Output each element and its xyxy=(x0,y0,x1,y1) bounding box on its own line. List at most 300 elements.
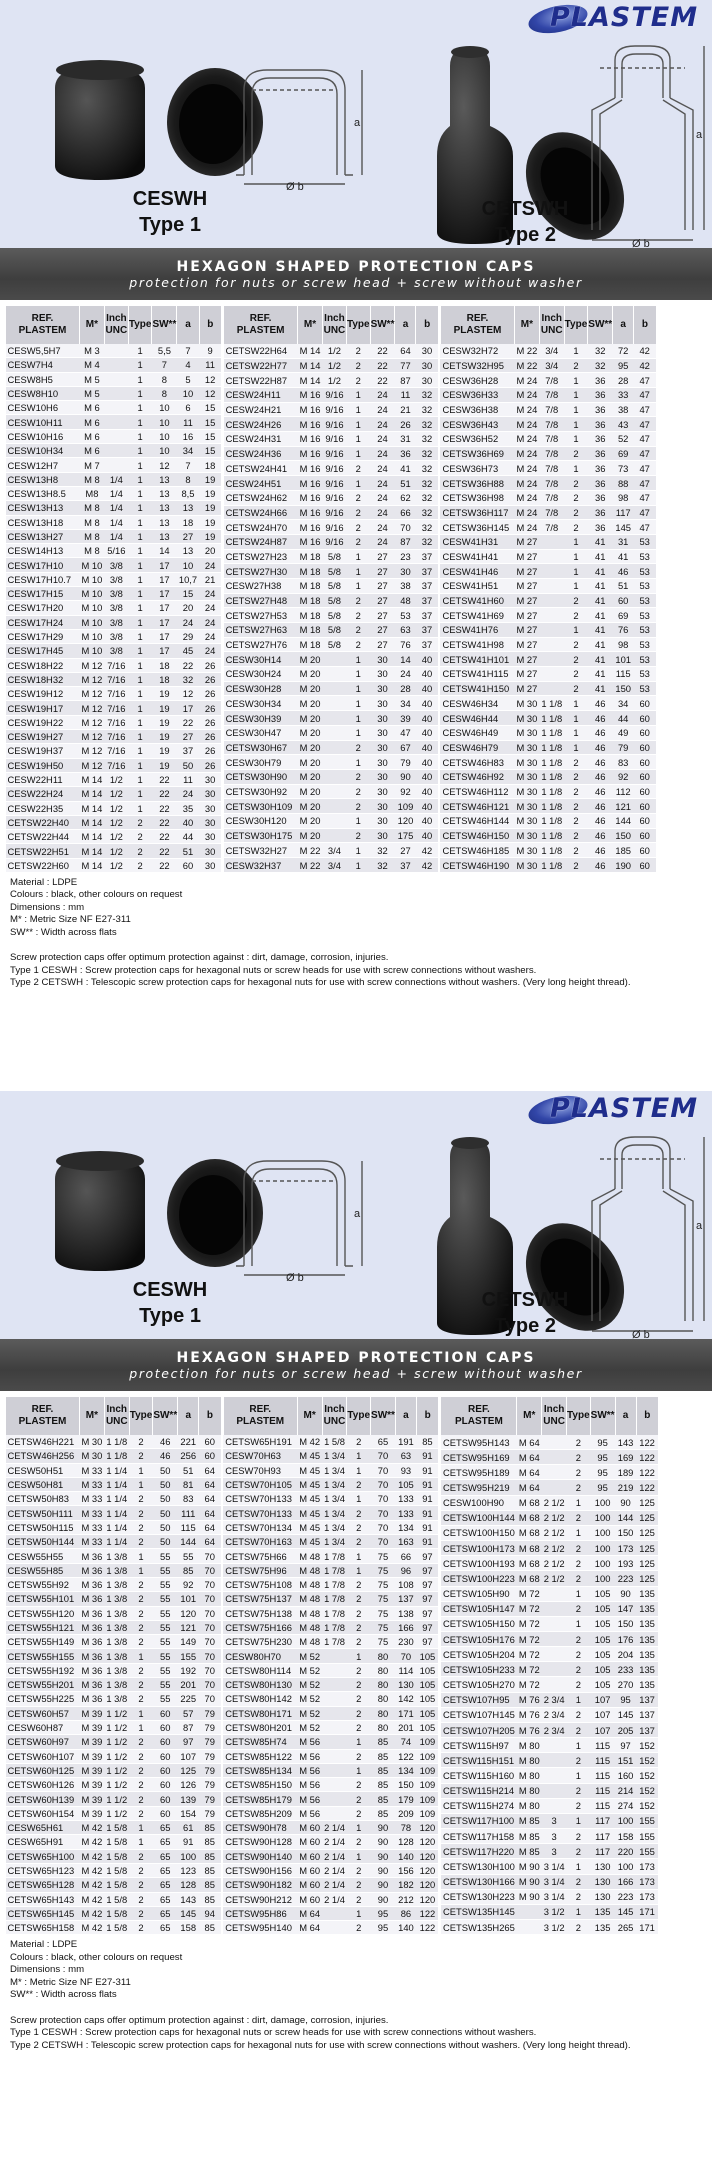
table-cell: M 56 xyxy=(299,1793,321,1805)
table-cell: 32 xyxy=(416,388,438,403)
table-cell: CETSW22H64 xyxy=(224,344,298,358)
table-cell: 60 xyxy=(634,725,656,740)
table-cell: 137 xyxy=(636,1722,658,1737)
table-cell: M 68 xyxy=(517,1495,542,1510)
table-cell: CESW41H31 xyxy=(440,534,514,549)
table-cell: M 60 xyxy=(299,1893,321,1905)
table-cell: 150 xyxy=(615,1616,636,1631)
table-cell: M 76 xyxy=(517,1722,542,1737)
table-cell: 1 xyxy=(564,564,588,579)
table-cell: 87 xyxy=(178,1720,199,1734)
table-cell: 107 xyxy=(590,1707,615,1722)
table-cell: 223 xyxy=(615,1571,636,1586)
table-cell: 109 xyxy=(416,1763,438,1777)
table-cell: M 24 xyxy=(516,418,538,430)
table-cell: 73 xyxy=(613,461,634,476)
column-header: M* xyxy=(514,306,539,344)
table-cell: 55 xyxy=(153,1649,178,1663)
table-cell: 30 xyxy=(199,815,221,829)
table-cell: CESW36H73 xyxy=(440,461,514,476)
table-cell: 2 1/2 xyxy=(542,1525,567,1540)
table-row xyxy=(224,843,438,858)
table-cell: 2 xyxy=(347,1663,371,1677)
column-header: b xyxy=(636,1397,658,1435)
table-cell: 9/16 xyxy=(322,520,346,535)
table-cell: 2 xyxy=(567,1601,591,1616)
table-row xyxy=(6,1692,221,1706)
column-header: b xyxy=(634,306,656,344)
table-cell: M 10 xyxy=(81,631,103,643)
table-row xyxy=(223,1792,438,1806)
table-row xyxy=(441,1465,658,1480)
table-cell: 1 xyxy=(567,1859,591,1874)
table-cell: 2 xyxy=(346,784,370,799)
table-cell: 1 xyxy=(128,386,152,400)
table-cell: 70 xyxy=(371,1492,396,1506)
table-cell: 60 xyxy=(153,1720,178,1734)
table-cell: CETSW65H128 xyxy=(6,1878,80,1892)
table-cell: CETSW100H144 xyxy=(441,1510,517,1525)
table-cell: 40 xyxy=(416,725,438,740)
table-cell: 85 xyxy=(199,1878,221,1892)
table-cell: CESW12H7 xyxy=(6,458,80,472)
table-cell: 2 1/4 xyxy=(324,1893,345,1905)
table-cell: 115 xyxy=(590,1783,615,1798)
table-cell: CETSW60H57 xyxy=(6,1706,80,1720)
table-cell: M 20 xyxy=(299,653,321,665)
table-cell: 30 xyxy=(199,772,221,786)
table-cell: 47 xyxy=(634,417,656,432)
table-cell: 2 xyxy=(347,1863,371,1877)
table-cell: 24 xyxy=(370,461,395,476)
table-cell xyxy=(517,1919,542,1934)
table-row xyxy=(6,1577,221,1591)
table-cell: CESW22H35 xyxy=(6,801,80,815)
table-cell xyxy=(322,1706,347,1720)
table-cell: 2 1/4 xyxy=(324,1836,345,1848)
table-cell: M 10 xyxy=(81,616,103,628)
table-cell: 46 xyxy=(588,725,613,740)
table-cell: 65 xyxy=(153,1892,178,1906)
table-cell: 191 xyxy=(395,1435,416,1449)
table-cell: M 12 xyxy=(81,673,103,685)
table-cell: M 36 xyxy=(81,1564,103,1576)
table-cell: 209 xyxy=(395,1806,416,1820)
table-cell: 97 xyxy=(416,1606,438,1620)
table-cell: 64 xyxy=(395,344,416,358)
table-cell: 60 xyxy=(634,696,656,711)
table-cell: 62 xyxy=(395,490,416,505)
table-cell xyxy=(322,1806,347,1820)
table-cell: 19 xyxy=(152,687,177,701)
table-cell: 40 xyxy=(416,652,438,667)
table-cell: 85 xyxy=(371,1749,396,1763)
table-cell: 60 xyxy=(177,858,199,872)
table-cell: 155 xyxy=(636,1844,658,1859)
table-cell: CETSW22H51 xyxy=(6,844,80,858)
table-cell: 1 3/8 xyxy=(106,1579,128,1591)
notes xyxy=(0,1935,712,2052)
table-cell: M 16 xyxy=(299,433,321,445)
table-cell: 15 xyxy=(199,401,221,415)
table-cell: 77 xyxy=(395,358,416,373)
table-cell: 3 1/4 xyxy=(542,1859,567,1874)
table-cell: 1 xyxy=(567,1525,591,1540)
table-cell: M 80 xyxy=(517,1768,542,1783)
table-cell: 2 xyxy=(129,1806,153,1820)
table-cell: 46 xyxy=(588,696,613,711)
table-row xyxy=(6,1549,221,1563)
table-row xyxy=(224,696,438,711)
table-cell: CESW41H51 xyxy=(440,578,514,593)
table-cell: 10 xyxy=(152,401,177,415)
table-cell: 1 5/8 xyxy=(106,1893,128,1905)
table-cell: 51 xyxy=(178,1463,199,1477)
table-cell: M 20 xyxy=(299,830,321,842)
table-cell: 158 xyxy=(178,1921,199,1935)
table-cell: 60 xyxy=(634,711,656,726)
table-cell: 130 xyxy=(590,1859,615,1874)
table-cell: M 22 xyxy=(299,859,321,871)
table-cell: CETSW107H145 xyxy=(441,1707,517,1722)
table-cell: 2 xyxy=(564,828,588,843)
table-row xyxy=(223,1706,438,1720)
table-cell xyxy=(104,444,128,458)
table-cell: M 45 xyxy=(299,1536,321,1548)
table-cell: M 45 xyxy=(299,1450,321,1462)
table-cell: 151 xyxy=(615,1753,636,1768)
table-cell: M 45 xyxy=(299,1493,321,1505)
table-cell: 179 xyxy=(395,1792,416,1806)
table-cell: 18 xyxy=(152,658,177,672)
table-cell: 1 1/4 xyxy=(106,1521,128,1533)
table-cell: M 30 xyxy=(81,1436,103,1448)
table-cell: 2 xyxy=(347,1506,371,1520)
table-cell: 109 xyxy=(416,1792,438,1806)
table-cell: 1 xyxy=(346,813,370,828)
table-cell: M 14 xyxy=(81,831,103,843)
table-cell: 36 xyxy=(588,446,613,461)
table-cell: CESW13H8 xyxy=(6,472,80,486)
table-cell: 70 xyxy=(199,1620,221,1634)
table-cell: 105 xyxy=(416,1720,438,1734)
table-cell: 87 xyxy=(395,534,416,549)
table-cell: 105 xyxy=(416,1649,438,1663)
table-row xyxy=(441,1450,658,1465)
table-cell: M 64 xyxy=(517,1465,542,1480)
table-cell: 37 xyxy=(416,623,438,638)
table-cell: CETSW41H101 xyxy=(440,652,514,667)
table-cell: CESW30H79 xyxy=(224,755,298,770)
table-cell: 7/16 xyxy=(104,730,128,744)
table-cell: 80 xyxy=(371,1649,396,1663)
table-cell: CETSW22H60 xyxy=(6,858,80,872)
table-row xyxy=(6,787,222,801)
table-cell: M 18 xyxy=(299,550,321,562)
table-cell xyxy=(542,1450,567,1465)
table-cell: 9/16 xyxy=(322,402,346,417)
table-cell: M 20 xyxy=(299,815,321,827)
table-cell: 140 xyxy=(395,1849,416,1863)
table-cell: M 68 xyxy=(517,1556,542,1571)
table-row xyxy=(6,529,222,543)
table-row xyxy=(6,1835,221,1849)
table-cell: 122 xyxy=(636,1480,658,1495)
table-cell: CETSW46H256 xyxy=(6,1449,80,1463)
table-cell: 90 xyxy=(615,1586,636,1601)
table-cell: CETSW80H114 xyxy=(223,1663,297,1677)
table-cell: 70 xyxy=(371,1520,396,1534)
table-cell: M 12 xyxy=(81,688,103,700)
table-cell: CETSW75H166 xyxy=(223,1620,297,1634)
table-cell: CESW70H93 xyxy=(223,1463,297,1477)
table-cell: 185 xyxy=(613,843,634,858)
table-cell: CETSW135H265 xyxy=(441,1919,517,1934)
table-row xyxy=(440,432,655,447)
table-cell: 30 xyxy=(199,858,221,872)
table-cell: 123 xyxy=(178,1863,199,1877)
table-cell: CETSW85H74 xyxy=(223,1735,297,1749)
table-cell: 1/4 xyxy=(104,472,128,486)
table-cell: CESW17H20 xyxy=(6,601,80,615)
table-cell xyxy=(104,358,128,372)
column-header: Inch UNC xyxy=(539,306,564,344)
table-cell: 97 xyxy=(178,1735,199,1749)
table-cell: 16 xyxy=(177,429,199,443)
table-cell: 1 1/2 xyxy=(106,1807,128,1819)
table-cell: 40 xyxy=(416,769,438,784)
table-cell: M 22 xyxy=(516,345,538,357)
table-cell: 22 xyxy=(152,772,177,786)
table-row xyxy=(224,623,438,638)
table-cell: 135 xyxy=(590,1904,615,1919)
table-row xyxy=(224,711,438,726)
table-cell: 90 xyxy=(615,1495,636,1510)
table-cell: 32 xyxy=(416,534,438,549)
table-cell: M 22 xyxy=(299,844,321,856)
table-row xyxy=(223,1835,438,1849)
table-cell: 38 xyxy=(613,402,634,417)
table-cell: 70 xyxy=(199,1549,221,1563)
table-cell: 53 xyxy=(634,564,656,579)
table-cell: 70 xyxy=(371,1463,396,1477)
tables-area xyxy=(0,300,712,873)
table-cell: 2 xyxy=(129,1692,153,1706)
table-cell: 135 xyxy=(636,1677,658,1692)
table-row xyxy=(223,1577,438,1591)
table-cell: CETSW55H92 xyxy=(6,1577,80,1591)
table-cell: CETSW95H86 xyxy=(223,1906,297,1920)
table-cell: 64 xyxy=(199,1463,221,1477)
table-cell: 38 xyxy=(395,578,416,593)
table-cell: 64 xyxy=(199,1520,221,1534)
table-cell: 85 xyxy=(416,1435,438,1449)
table-cell: 2 xyxy=(564,520,588,535)
table-cell: M 42 xyxy=(299,1436,321,1448)
table-cell: 95 xyxy=(590,1450,615,1465)
table-cell: CESW18H22 xyxy=(6,658,80,672)
table-cell: 60 xyxy=(199,1449,221,1463)
table-row xyxy=(6,544,222,558)
table-row xyxy=(6,344,222,358)
table-cell: 40 xyxy=(416,828,438,843)
table-cell: 30 xyxy=(370,681,395,696)
table-cell: 1 xyxy=(347,1849,371,1863)
table-row xyxy=(441,1632,658,1647)
table-cell: CETSW75H138 xyxy=(223,1606,297,1620)
table-cell: 65 xyxy=(153,1863,178,1877)
table-cell: 150 xyxy=(615,1525,636,1540)
table-cell: 1 xyxy=(567,1692,591,1707)
table-cell: M 76 xyxy=(517,1692,542,1707)
table-cell: CETSW90H128 xyxy=(223,1835,297,1849)
table-cell: 60 xyxy=(634,843,656,858)
table-cell: 27 xyxy=(370,578,395,593)
table-cell: CETSW55H120 xyxy=(6,1606,80,1620)
table-cell: 75 xyxy=(371,1620,396,1634)
table-cell: 101 xyxy=(613,652,634,667)
note-material: Material : LDPE xyxy=(10,1939,78,1951)
table-cell: 17 xyxy=(152,587,177,601)
table-cell: 24 xyxy=(199,587,221,601)
table-cell: 2 xyxy=(129,1749,153,1763)
table-cell: M 42 xyxy=(81,1907,103,1919)
table-cell: M 76 xyxy=(517,1707,542,1722)
table-cell: 26 xyxy=(199,715,221,729)
table-cell: CESW50H51 xyxy=(6,1463,80,1477)
table-cell: 3 xyxy=(542,1844,567,1859)
table-cell: 3 1/4 xyxy=(542,1874,567,1889)
table-cell: 32 xyxy=(588,358,613,373)
table-cell: M 36 xyxy=(81,1550,103,1562)
table-cell: 1 1/8 xyxy=(541,756,563,768)
table-cell: 79 xyxy=(613,740,634,755)
table-cell: 265 xyxy=(615,1919,636,1934)
table-cell: 1 1/4 xyxy=(106,1464,128,1476)
table-cell: 40 xyxy=(416,740,438,755)
table-cell xyxy=(104,415,128,429)
table-cell: 152 xyxy=(636,1768,658,1783)
table-cell: 85 xyxy=(199,1921,221,1935)
table-row xyxy=(441,1904,658,1919)
note-colours: Colours : black, other colours on request xyxy=(10,889,183,901)
table-cell: M 36 xyxy=(81,1650,103,1662)
table-cell: 2 1/2 xyxy=(542,1571,567,1586)
table-cell: M 24 xyxy=(516,521,538,533)
table-cell: 76 xyxy=(613,623,634,638)
table-cell: M 24 xyxy=(516,492,538,504)
table-cell: 50 xyxy=(153,1535,178,1549)
table-cell xyxy=(542,1601,567,1616)
table-cell: 24 xyxy=(370,476,395,491)
table-cell: M8 xyxy=(80,486,105,500)
table-cell: 22 xyxy=(370,358,395,373)
column-header: REF. PLASTEM xyxy=(441,1397,517,1435)
table-cell: 90 xyxy=(371,1821,396,1835)
table-cell: 22 xyxy=(177,658,199,672)
column-header: SW** xyxy=(153,1397,178,1435)
table-cell: 189 xyxy=(615,1465,636,1480)
table-cell: 3 xyxy=(542,1829,567,1844)
table-cell: 24 xyxy=(370,534,395,549)
table-cell: 1 xyxy=(567,1904,591,1919)
table-cell: 1 1/8 xyxy=(541,712,563,724)
table-cell: 19 xyxy=(152,730,177,744)
table-cell: CETSW50H83 xyxy=(6,1492,80,1506)
table-row xyxy=(440,740,655,755)
table-cell: 1 xyxy=(347,1735,371,1749)
table-cell: 1 3/8 xyxy=(106,1636,128,1648)
table-cell: 105 xyxy=(590,1662,615,1677)
table-cell: 41 xyxy=(588,534,613,549)
height-label: a xyxy=(696,129,703,141)
table-cell: 47 xyxy=(634,520,656,535)
table-cell: 190 xyxy=(613,858,634,873)
table-row xyxy=(223,1535,438,1549)
table-cell: 30 xyxy=(395,564,416,579)
table-cell: 7/8 xyxy=(539,432,564,447)
table-cell: M 42 xyxy=(81,1893,103,1905)
table-cell: CETSW105H233 xyxy=(441,1662,517,1677)
table-cell: 41 xyxy=(395,461,416,476)
table-cell: 2 xyxy=(129,1663,153,1677)
table-cell: 158 xyxy=(615,1829,636,1844)
table-cell: 70 xyxy=(371,1535,396,1549)
table-cell: 256 xyxy=(178,1449,199,1463)
table-cell: 100 xyxy=(590,1510,615,1525)
table-row xyxy=(6,1906,221,1920)
table-cell: 175 xyxy=(395,828,416,843)
table-cell: M 10 xyxy=(81,645,103,657)
table-cell: CETSW90H212 xyxy=(223,1892,297,1906)
table-cell: 70 xyxy=(371,1506,396,1520)
table-cell: M 16 xyxy=(299,521,321,533)
table-cell: CESW10H16 xyxy=(6,429,80,443)
table-cell: 1 1/2 xyxy=(106,1750,128,1762)
table-cell: 1 xyxy=(564,711,588,726)
table-row xyxy=(441,1662,658,1677)
height-label: a xyxy=(354,117,361,129)
table-cell: 30 xyxy=(370,784,395,799)
diameter-label: Ø b xyxy=(286,1272,304,1281)
table-cell: 22 xyxy=(152,844,177,858)
table-cell: 2 xyxy=(564,799,588,814)
banner-title: HEXAGON SHAPED PROTECTION CAPS xyxy=(176,259,536,275)
column-header: REF. PLASTEM xyxy=(6,306,80,344)
table-cell: 22 xyxy=(152,801,177,815)
table-row xyxy=(6,730,222,744)
table-cell: 17 xyxy=(152,601,177,615)
table-cell: CESW80H70 xyxy=(223,1649,297,1663)
table-row xyxy=(440,534,655,549)
table-cell: CETSW60H139 xyxy=(6,1792,80,1806)
table-cell: 1 1/8 xyxy=(541,815,563,827)
table-row xyxy=(224,432,438,447)
table-cell: 1 xyxy=(346,652,370,667)
table-cell: M 80 xyxy=(517,1753,542,1768)
table-row xyxy=(441,1889,658,1904)
table-cell: 2 xyxy=(564,358,588,373)
table-row xyxy=(224,549,438,564)
table-cell xyxy=(542,1768,567,1783)
table-cell: 1 1/4 xyxy=(106,1507,128,1519)
table-row xyxy=(441,1480,658,1495)
table-cell: 5/8 xyxy=(322,623,346,638)
table-cell: 85 xyxy=(371,1763,396,1777)
table-cell: M 42 xyxy=(81,1865,103,1877)
table-cell: 150 xyxy=(395,1778,416,1792)
table-cell: 11 xyxy=(199,358,221,372)
